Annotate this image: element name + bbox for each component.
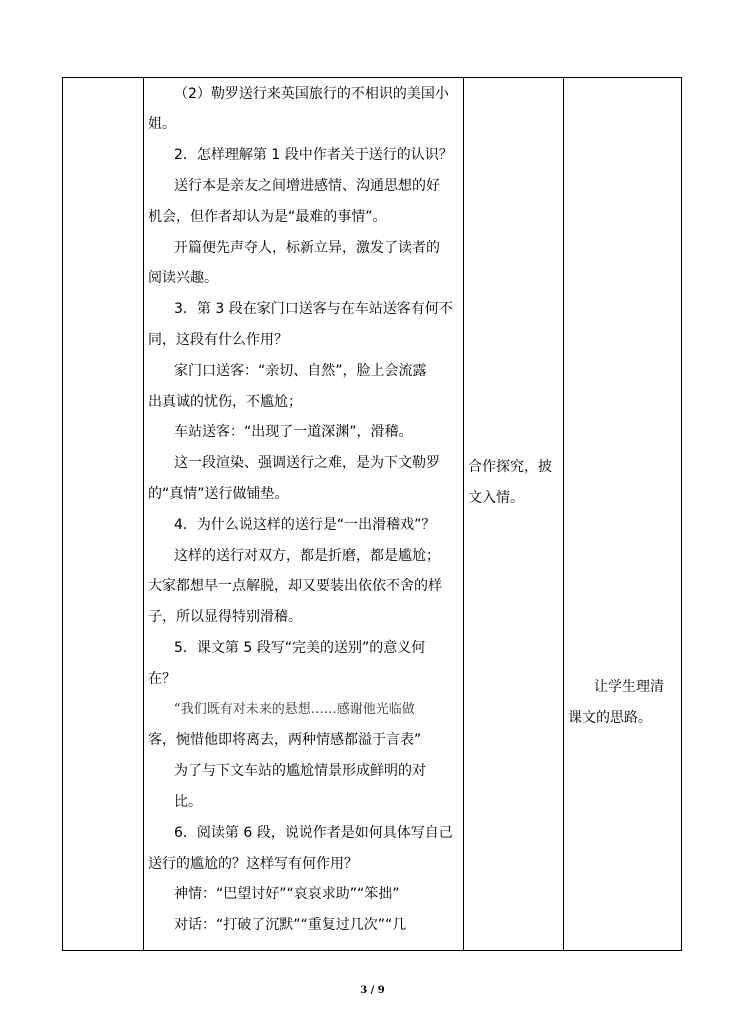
column-divider-1 [143,78,144,950]
content-line: 送行本是亲友之间增进感情、沟通思想的好 [174,178,440,194]
content-line: 大家都想早一点解脱，却又要装出依依不舍的样 [148,578,442,594]
content-line: 这样的送行对双方，都是折磨，都是尴尬； [174,548,440,564]
content-line: 机会，但作者却认为是“最难的事情”。 [148,209,387,225]
content-line: 这一段渲染、强调送行之难，是为下文勒罗 [174,455,440,471]
content-line: 对话：“打破了沉默”“重复过几次”“几 [174,917,407,933]
content-line: 4．为什么说这样的送行是“一出滑稽戏”？ [174,517,436,533]
content-line: 的“真情”送行做铺垫。 [148,486,289,502]
page-number: 3 / 9 [360,985,385,996]
content-line: 5．课文第 5 段写“完美的送别”的意义何 [174,640,426,656]
content-line: 在？ [148,671,176,687]
content-line: 家门口送客：“亲切、自然”，脸上会流露 [174,363,427,379]
content-line: “我们既有对未来的悬想……感谢他光临做 [174,702,415,717]
content-line: 6．阅读第 6 段，说说作者是如何具体写自己 [174,825,453,841]
content-line: 姐。 [148,116,176,132]
content-line: 为了与下文车站的尴尬情景形成鲜明的对 [174,763,426,779]
content-line: 子，所以显得特别滑稽。 [148,609,302,625]
lesson-table [62,77,682,951]
content-line: 客，惋惜他即将离去，两种情感都溢于言表” [148,732,422,748]
content-line: （2）勒罗送行来英国旅行的不相识的美国小 [174,86,449,102]
content-line: 神情：“巴望讨好”“哀哀求助”“笨拙” [174,886,400,902]
content-line: 2．怎样理解第 1 段中作者关于送行的认识？ [174,147,453,163]
content-line: 阅读兴趣。 [148,270,218,286]
content-line: 送行的尴尬的？这样写有何作用？ [148,856,358,872]
column-divider-3 [563,78,564,950]
content-line: 开篇便先声夺人，标新立异，激发了读者的 [174,240,440,256]
activity-line: 合作探究，披 [468,459,552,475]
column-divider-2 [463,78,464,950]
teaching-content-column [145,78,463,950]
activity-line: 文入情。 [468,490,524,506]
intent-line: 让学生理清 [594,679,664,695]
content-line: 同，这段有什么作用？ [148,332,288,348]
intent-line: 课文的思路。 [568,710,652,726]
content-line: 车站送客：“出现了一道深渊”，滑稽。 [174,424,413,440]
content-line: 3．第 3 段在家门口送客与在车站送客有何不 [174,301,453,317]
content-line: 比。 [174,794,202,810]
content-line: 出真诚的忧伤，不尴尬； [148,394,302,410]
